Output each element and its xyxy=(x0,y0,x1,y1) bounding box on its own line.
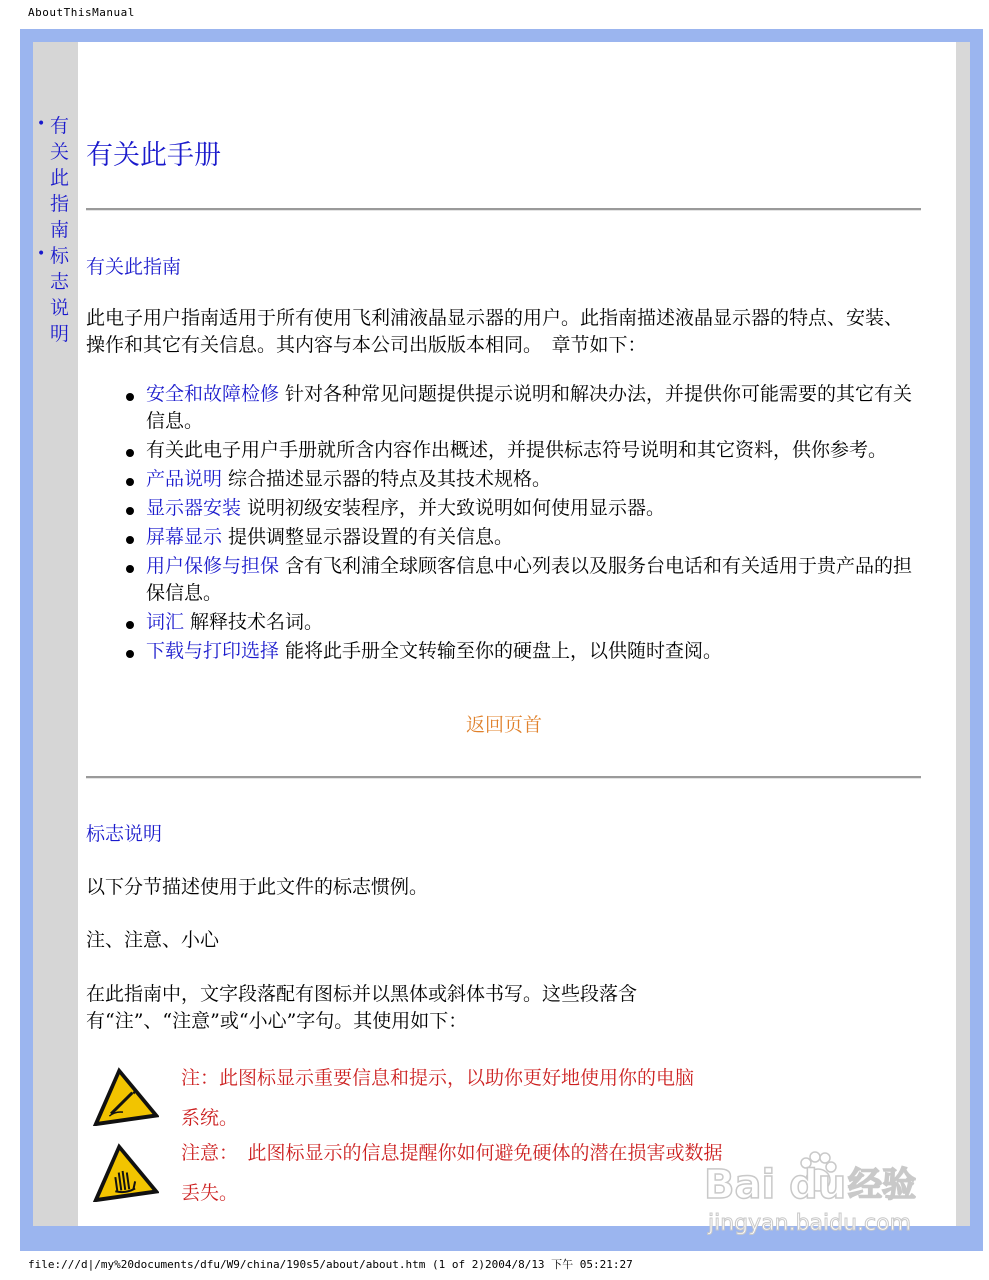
notation-paragraph: 在此指南中，文字段落配有图标并以黑体或斜体书写。这些段落含有“注”、“注意”或“小心”字句。其使用如下： xyxy=(86,983,638,1032)
bullet-icon xyxy=(126,507,134,515)
baidu-watermark xyxy=(700,1130,970,1240)
caution-text: 注意： 此图标显示的信息提醒你如何避免硬体的潜在损害或数据丢失。 xyxy=(181,1142,723,1204)
chapter-description: 含有飞利浦全球顾客信息中心列表以及服务台电话和有关适用于贵产品的担保信息。 xyxy=(146,555,913,604)
bullet-icon xyxy=(126,650,134,658)
chapter-list xyxy=(86,381,926,667)
bullet-icon: • xyxy=(37,246,46,262)
section-title-notation: 标志说明 xyxy=(86,823,163,845)
chapter-description: 提供调整显示器设置的有关信息。 xyxy=(222,526,514,548)
page-title: 有关此手册 xyxy=(86,140,221,171)
sidebar-item-label[interactable]: 标志说明 xyxy=(50,245,70,345)
notation-intro: 以下分节描述使用于此文件的标志惯例。 xyxy=(86,876,429,898)
chapter-link-download[interactable]: 下载与打印选择 xyxy=(146,640,280,662)
bullet-icon xyxy=(126,565,134,573)
list-item xyxy=(86,609,926,636)
back-to-top-link[interactable]: 返回页首 xyxy=(466,714,543,736)
chapter-link-product[interactable]: 产品说明 xyxy=(146,468,223,490)
intro-paragraph: 此电子用户指南适用于所有使用飞利浦液晶显示器的用户。此指南描述液晶显示器的特点、安装、操作和其它有关信息。其内容与本公司出版版本相同。 章节如下： xyxy=(86,307,904,356)
note-text: 注：此图标显示重要信息和提示，以助你更好地使用你的电脑系统。 xyxy=(181,1067,695,1129)
chapter-description: 有关此电子用户手册就所含内容作出概述，并提供标志符号说明和其它资料，供你参考。 xyxy=(146,439,888,461)
list-item xyxy=(86,638,926,665)
notation-subheading: 注、注意、小心 xyxy=(86,929,220,951)
bullet-icon xyxy=(126,621,134,629)
sidebar-item-about-guide[interactable] xyxy=(37,113,77,243)
list-item xyxy=(86,553,926,607)
chapter-link-install[interactable]: 显示器安装 xyxy=(146,497,242,519)
sidebar-item-label[interactable]: 有关此指南 xyxy=(50,115,70,241)
list-item xyxy=(86,495,926,522)
chapter-link-osd[interactable]: 屏幕显示 xyxy=(146,526,223,548)
chapter-link-safety[interactable]: 安全和故障检修 xyxy=(146,383,280,405)
list-item xyxy=(86,466,926,493)
divider xyxy=(86,208,921,211)
bullet-icon xyxy=(126,536,134,544)
chapter-description: 针对各种常见问题提供提示说明和解决办法，并提供你可能需要的其它有关信息。 xyxy=(146,383,913,432)
print-footer: file:///d|/my%20documents/dfu/W9/china/190s5/about/about.htm (1 of 2)2004/8/13 下午 05:21:27 xyxy=(28,1258,633,1271)
watermark-brand-cn: 经验 xyxy=(848,1165,916,1205)
chapter-description: 能将此手册全文转输至你的硬盘上，以供随时查阅。 xyxy=(279,640,723,662)
list-item xyxy=(86,524,926,551)
chapter-description: 说明初级安装程序，并大致说明如何使用显示器。 xyxy=(241,497,666,519)
caution-hand-icon xyxy=(87,1140,159,1202)
chapter-link-warranty[interactable]: 用户保修与担保 xyxy=(146,555,280,577)
list-item xyxy=(86,381,926,435)
chapter-description: 解释技术名词。 xyxy=(184,611,324,633)
bullet-icon: • xyxy=(37,116,46,132)
sidebar-item-notation[interactable] xyxy=(37,243,77,347)
section-title-about-guide: 有关此指南 xyxy=(86,256,182,278)
chapter-description: 综合描述显示器的特点及其技术规格。 xyxy=(222,468,552,490)
note-pencil-icon xyxy=(87,1064,159,1126)
bullet-icon xyxy=(126,449,134,457)
right-strip xyxy=(956,42,970,1226)
chapter-link-glossary[interactable]: 词汇 xyxy=(146,611,185,633)
bullet-icon xyxy=(126,393,134,401)
print-header: AboutThisManual xyxy=(28,6,135,19)
divider xyxy=(86,776,921,779)
watermark-url: jingyan.baidu.com xyxy=(708,1211,912,1236)
bullet-icon xyxy=(126,478,134,486)
watermark-brand: Bai du xyxy=(704,1162,847,1208)
sidebar-nav xyxy=(37,113,77,347)
list-item xyxy=(86,437,926,464)
